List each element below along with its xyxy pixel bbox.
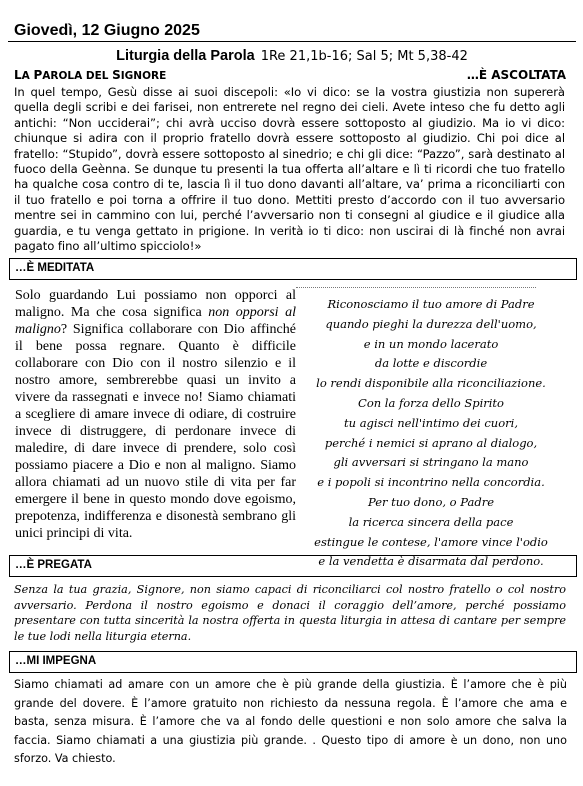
poem-line: e la vendetta è disarmata dal perdono. — [318, 554, 544, 569]
poem-line: Riconosciamo il tuo amore di Padre — [327, 297, 535, 311]
poem-line: la ricerca sincera della pace — [348, 514, 514, 529]
gospel-heading-right: …È ASCOLTATA — [466, 68, 566, 82]
meditation-italic: non opporsi al maligno — [15, 305, 296, 337]
poem-line: gli avversari si stringano la mano — [333, 455, 529, 470]
poem-line: Per tuo dono, o Padre — [367, 494, 495, 509]
gospel-heading-left: LA PAROLA DEL SIGNORE — [14, 68, 167, 82]
meditation-divider — [296, 287, 536, 288]
poem-line: da lotte e discordie — [374, 356, 488, 371]
gospel-text: In quel tempo, Gesù disse ai suoi discepoli: «Io vi dico: se la vostra giustizia non supererà quella degli scribi e dei farisei, non entrerete nel regno dei cieli. Avete inteso che fu detto agli antichi: “Non ucciderai”; chi avrà ucciso dovrà essere sottoposto al giudizio. Ma io vi dico: chiunque si adira con il proprio fratello dovrà essere sottoposto al giudizio. Chi poi dice al fratello: “Stupido”, dovrà essere sottoposto al sinedrio; e chi gli dice: “Pazzo”, sarà destinato al fuoco della Geènna. Se dunque tu presenti la tua offerta all’altare e lì ti ricordi che tuo fratello ha qualche cosa contro di te, lascia lì il tuo dono davanti all’altare, va’ prima a riconciliarti con il tuo fratello e poi torna a offrire il tuo dono. Mettiti presto d’accordo con il tuo avversario mentre sei in cammino con lui, perché l’avversario non ti consegni al giudice e il giudice alla guardia, e tu venga gettato in prigione. In verità io ti dico: non uscirai di là finché non avrai pagato fino all’ultimo spicciolo!» — [14, 85, 565, 254]
section-label-impegno: …MI IMPEGNA — [15, 655, 97, 667]
title-row — [8, 41, 576, 65]
poem-line: quando pieghi la durezza dell'uomo, — [325, 316, 537, 331]
prayer-poem — [300, 295, 562, 572]
section-label-pregata: …È PREGATA — [15, 559, 92, 571]
commitment-text: Siamo chiamati ad amare con un amore che è più grande della giustizia. È l’amore che è più grande del dovere. È l’amore gratuito non richiesto da nessuna regola. È l’amore che ama e basta, senza misura. È l’amore che va al fondo delle questioni e non solo amore che salva la faccia. Siamo chiamati a una giustizia più grande. . Questo tipo di amore è un dono, non uno sforzo. Va chiesto. — [14, 678, 567, 766]
meditation-text: Solo guardando Lui possiamo non opporci al maligno. Ma che cosa significa non opporsi al maligno? Significa collaborare con Dio affinché il bene possa regnare. Quanto è difficile collaborare con Dio con il nostro silenzio e il nostro amore, sembrerebbe quasi un invito a vivere da rassegnati e invece no! Siamo chiamati a scegliere di amare invece di odiare, di costruire invece di distruggere, di perdonare invece di maledire, di dare invece di prendere, solo così possiamo piacere a Dio e non al maligno. Siamo allora chiamati ad un nuovo stile di vita per far emergere il bene in questo mondo dove egoismo, prepotenza, indifferenza e disonestà sembrano gli unici principi di vita. — [15, 288, 296, 541]
section-label-meditata: …È MEDITATA — [15, 262, 95, 274]
section-box-meditata — [9, 258, 577, 280]
poem-line: lo rendi disponibile alla riconciliazione. — [316, 376, 546, 391]
poem-line: perché i nemici si aprano al dialogo, — [324, 435, 538, 450]
poem-line: estingue le contese, l'amore vince l'odio — [314, 534, 548, 549]
section-box-impegno — [9, 651, 577, 673]
poem-line: e in un mondo lacerato — [363, 336, 499, 351]
poem-line: e i popoli si incontrino nella concordia. — [317, 475, 545, 490]
page-date: Giovedì, 12 Giugno 2025 — [14, 22, 200, 39]
poem-line: Con la forza dello Spirito — [358, 395, 504, 410]
poem-line: tu agisci nell'intimo dei cuori, — [344, 415, 518, 430]
prayer-text: Senza la tua grazia, Signore, non siamo capaci di riconciliarci col nostro fratello o col nostro avversario. Perdona il nostro egoismo e donaci il coraggio dell’amore, perché possiamo presentare con tutta sincerità la nostra offerta in questa liturgia in attesa di cantare per sempre le tue lodi nella liturgia eterna. — [14, 583, 566, 643]
readings-references: 1Re 21,1b-16; Sal 5; Mt 5,38-42 — [260, 49, 468, 64]
section-box-pregata — [9, 555, 577, 577]
page-title: Liturgia della Parola — [116, 48, 255, 64]
